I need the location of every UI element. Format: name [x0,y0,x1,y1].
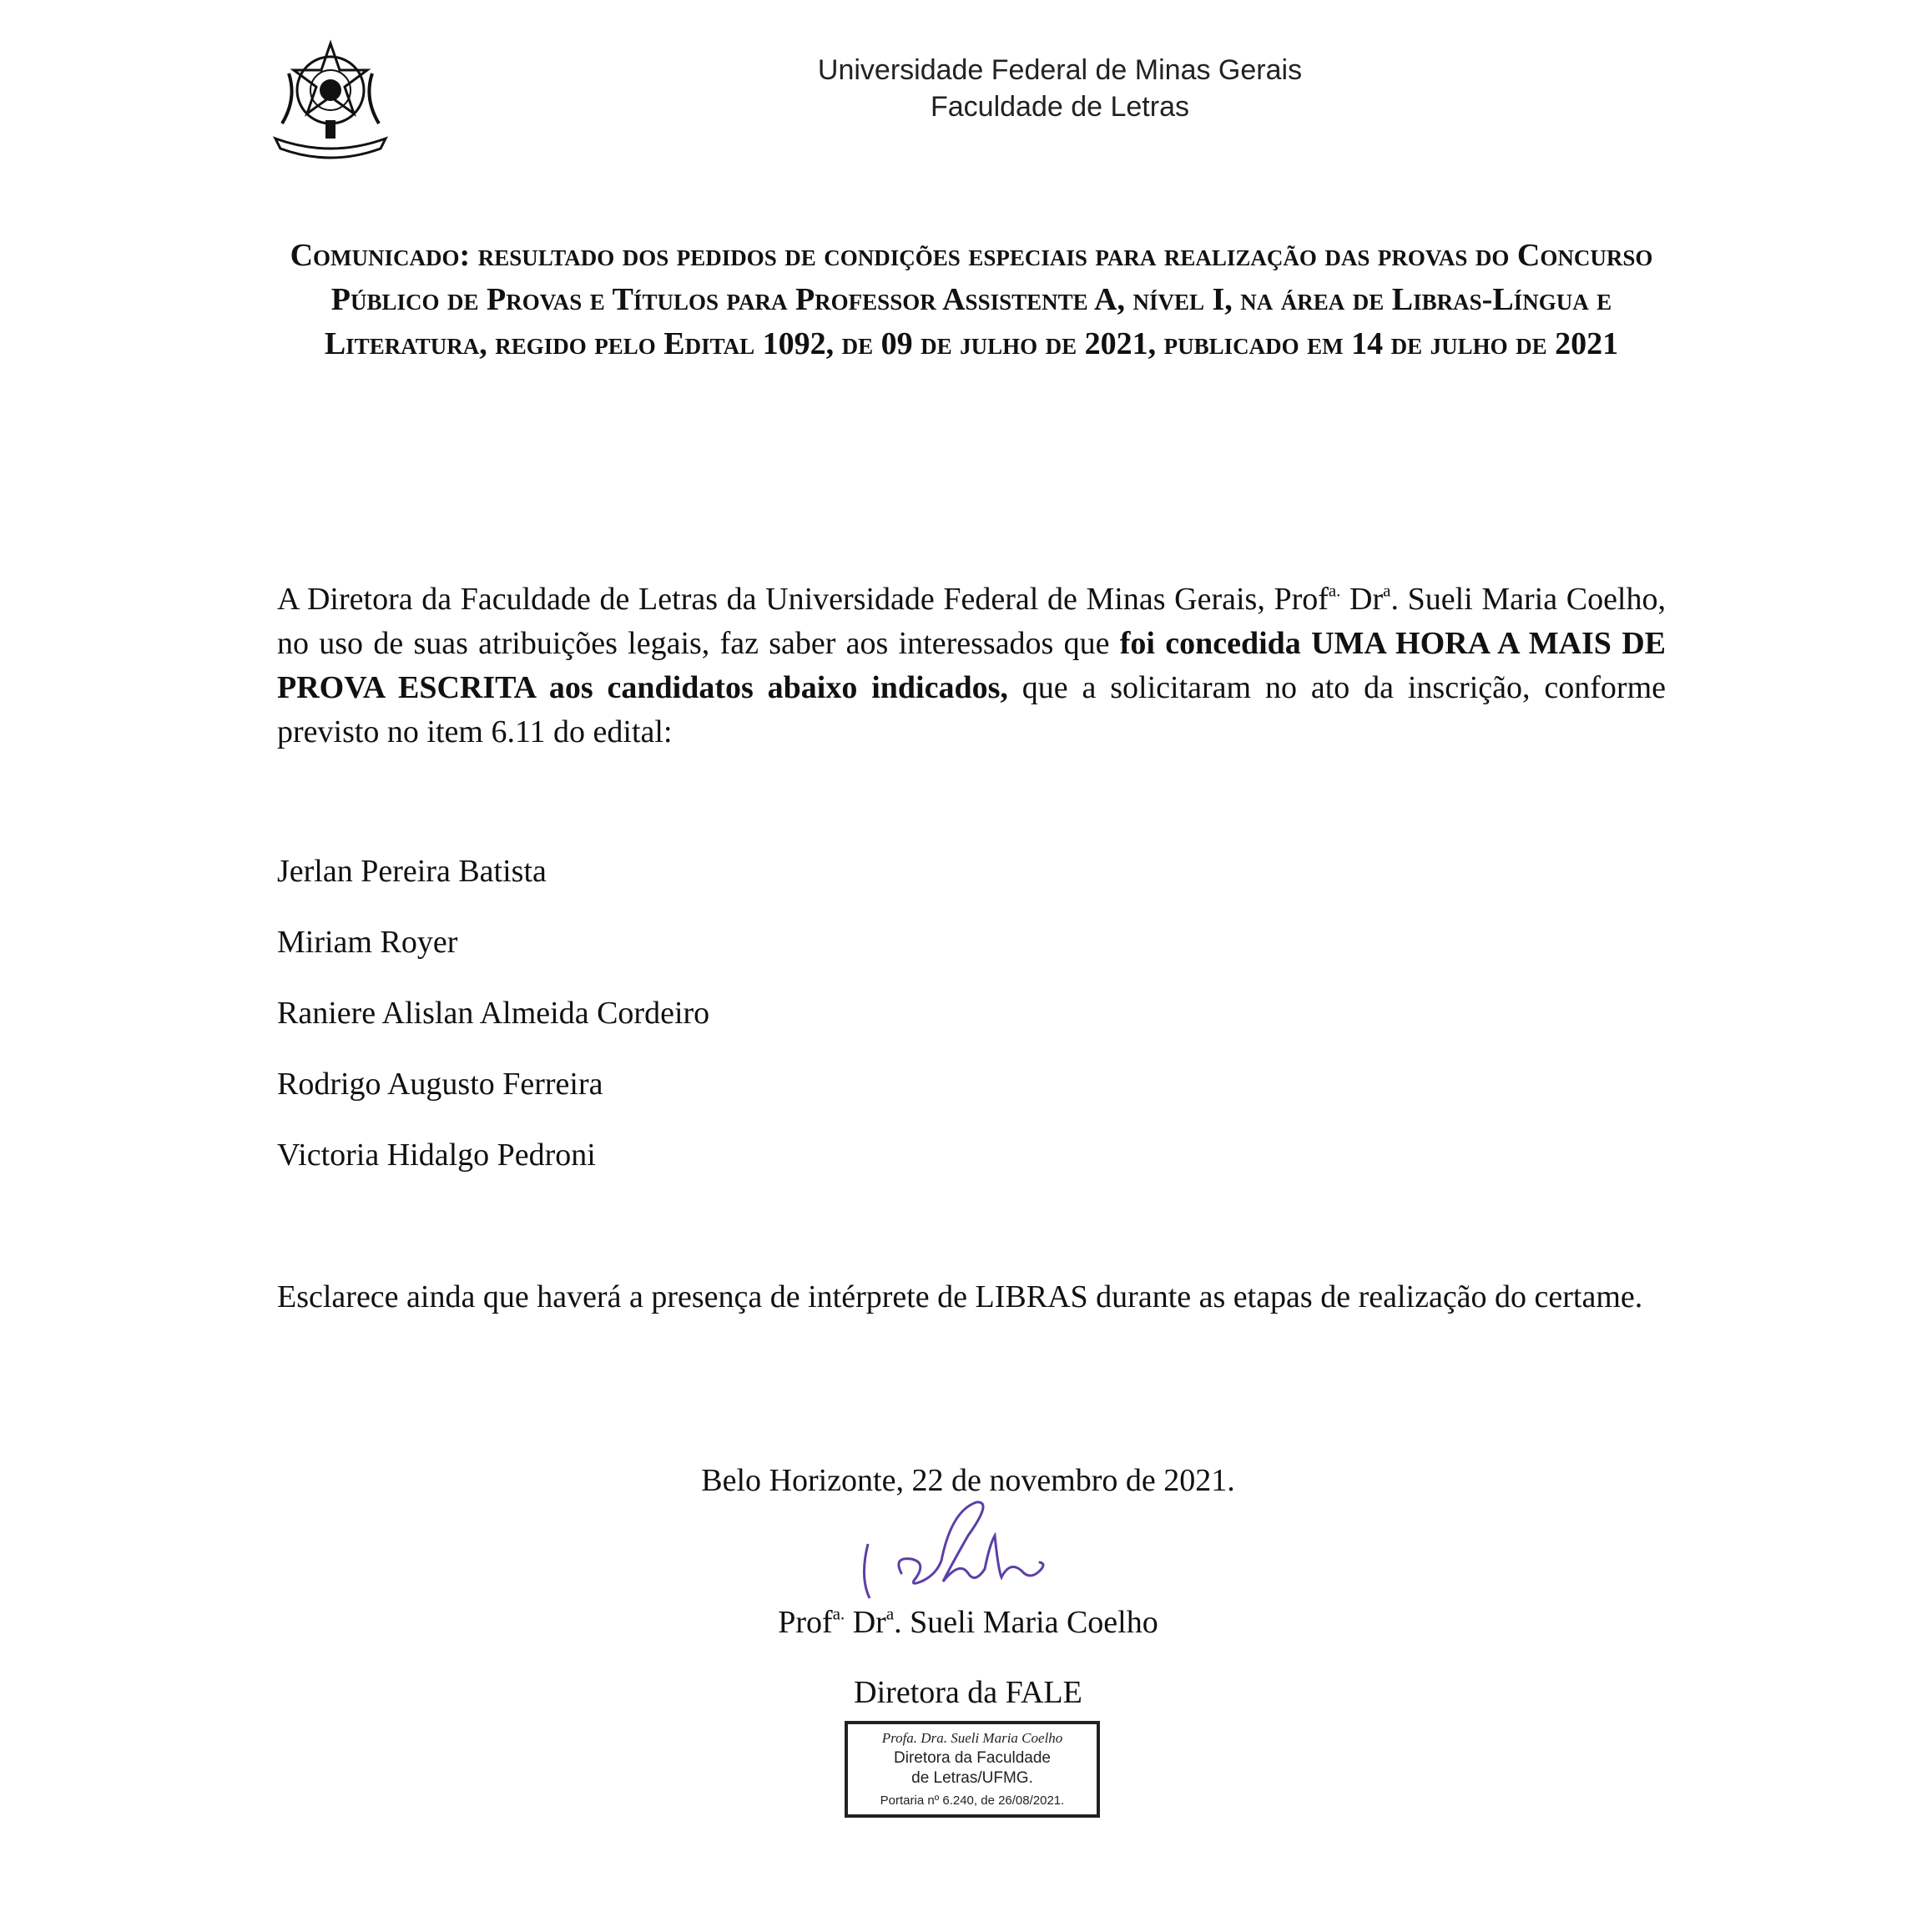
body-text-3: . Sueli Maria Coelho, no uso de suas atribuições legais, faz saber aos interessados que [277,582,1666,661]
stamp-line-1: Profa. Dra. Sueli Maria Coelho [881,1730,1063,1746]
body-text-1: A Diretora da Faculdade de Letras da Universidade Federal de Minas Gerais, Prof [277,582,1329,617]
stamp-line-3: de Letras/UFMG. [911,1769,1033,1787]
brasao-seal-icon [264,32,397,165]
candidate-name: Raniere Alislan Almeida Cordeiro [277,996,710,1031]
document-header [734,52,1385,125]
candidate-name: Miriam Royer [277,925,458,960]
body-bold-text: foi concedida UMA HORA A MAIS DE PROVA ESCRITA aos candidatos abaixo indicados, [277,626,1666,705]
signer-sup-1: a. [832,1603,845,1624]
stamp-line-4: Portaria nº 6.240, de 26/08/2021. [880,1793,1065,1808]
place-date: Belo Horizonte, 22 de novembro de 2021. [701,1463,1235,1498]
signer-mid: Dr [845,1605,886,1640]
signer-role: Diretora da FALE [854,1675,1082,1710]
body-paragraph [277,578,1666,754]
document-title: Comunicado: resultado dos pedidos de condições especiais para realização das provas do Concurso Público de Provas e Títulos para Professor Assistente A, nível I, na área de Libras-Língua e Literatura, regido pelo Edital 1092, de 09 de julho de 2021, publicado em 14 de julho de 2021 [290,238,1653,361]
stamp-line-2: Diretora da Faculdade [894,1749,1051,1767]
body-sup-2: a [1383,580,1391,601]
body-sup-1: a. [1328,580,1341,601]
body-text-2: Dr [1340,582,1384,617]
candidate-name: Victoria Hidalgo Pedroni [277,1138,596,1173]
candidate-name: Jerlan Pereira Batista [277,854,547,889]
candidate-list [277,850,1112,1204]
signer-surname: . Sueli Maria Coelho [894,1605,1158,1640]
official-stamp [843,1719,1102,1819]
signer-name [634,1601,1302,1645]
signer-sup-2: a [885,1603,895,1624]
handwritten-signature [843,1494,1060,1611]
body-text-4: que a solicitaram no ato da inscrição, conforme previsto no item 6.11 do edital: [277,670,1666,749]
candidate-name: Rodrigo Augusto Ferreira [277,1067,603,1102]
clarification-paragraph: Esclarece ainda que haverá a presença de intérprete de LIBRAS durante as etapas de realização do certame. [277,1279,1643,1314]
signer-prefix: Prof [778,1605,833,1640]
header-institution: Universidade Federal de Minas Gerais [817,54,1303,86]
header-faculty: Faculdade de Letras [931,91,1189,123]
